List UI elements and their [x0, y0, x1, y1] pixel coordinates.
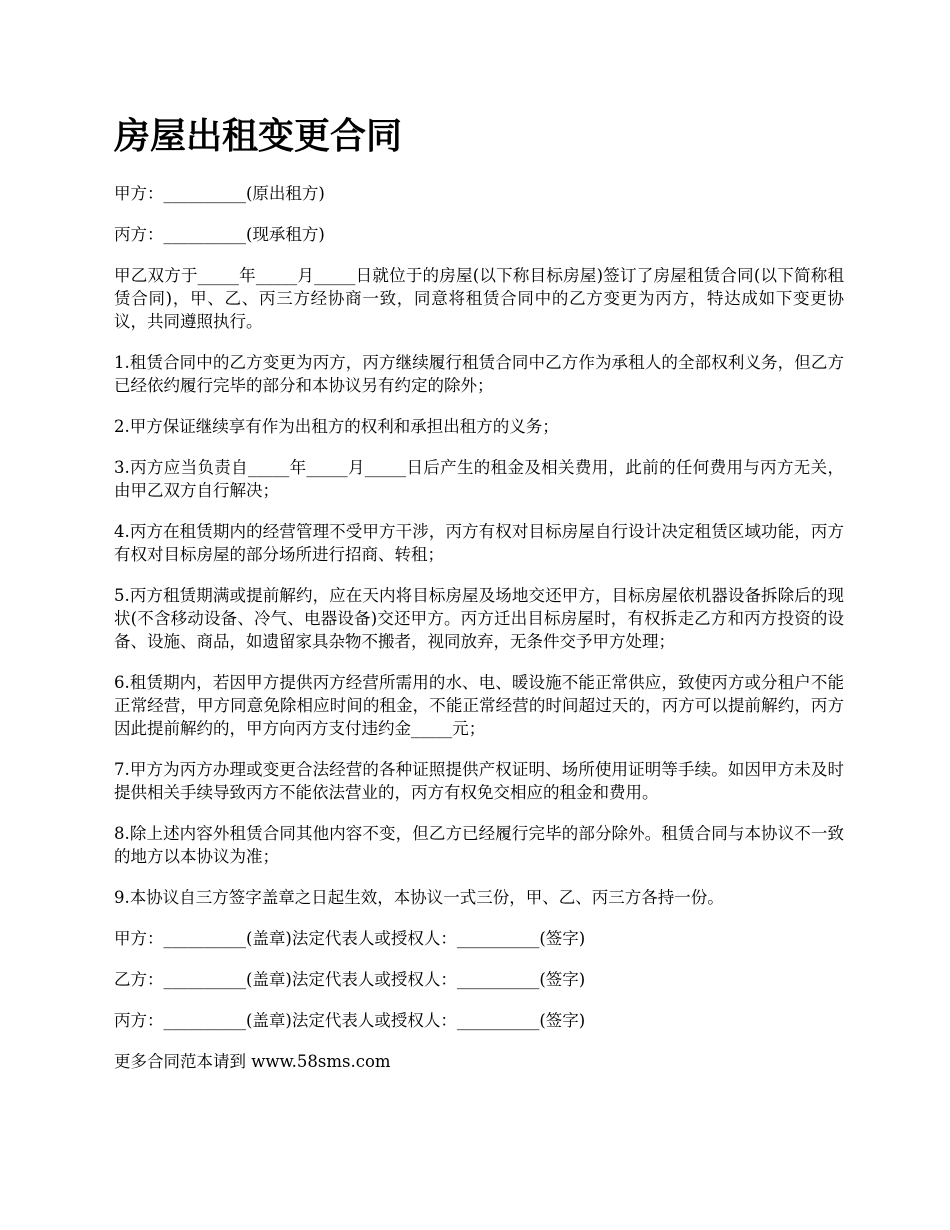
- party-c-line: 丙方：__________(现承租方): [114, 225, 325, 244]
- clause-3: 3.丙方应当负责自_____年_____月_____日后产生的租金及相关费用，此前的任何费用与丙方无关，由甲乙双方自行解决；: [114, 458, 844, 500]
- party-a-line: 甲方：__________(原出租方): [114, 184, 325, 203]
- document-title: 房屋出租变更合同: [114, 115, 403, 157]
- intro-paragraph: 甲乙双方于_____年_____月_____日就位于的房屋(以下称目标房屋)签订了房屋租赁合同(以下简称租赁合同)，甲、乙、丙三方经协商一致，同意将租赁合同中的乙方变更为丙方，特达成如下变更协议，共同遵照执行。: [114, 266, 844, 331]
- signature-line-party-b: 乙方：__________(盖章)法定代表人或授权人：__________(签字): [114, 970, 586, 989]
- document-page: [114, 112, 844, 1073]
- footer-note: 更多合同范本请到 www.58sms.com: [114, 1052, 391, 1071]
- clause-2: 2.甲方保证继续享有作为出租方的权利和承担出租方的义务；: [114, 417, 559, 436]
- signature-line-party-c: 丙方：__________(盖章)法定代表人或授权人：__________(签字): [114, 1011, 586, 1030]
- clause-6: 6.租赁期内，若因甲方提供丙方经营所需用的水、电、暖设施不能正常供应，致使丙方或分租户不能正常经营，甲方同意免除相应时间的租金，不能正常经营的时间超过天的，丙方可以提前解约，丙方因此提前解约的，甲方向丙方支付违约金_____元；: [114, 673, 844, 738]
- clause-7: 7.甲方为丙方办理或变更合法经营的各种证照提供产权证明、场所使用证明等手续。如因甲方未及时提供相关手续导致丙方不能依法营业的，丙方有权免交相应的租金和费用。: [114, 760, 844, 802]
- clause-9: 9.本协议自三方签字盖章之日起生效，本协议一式三份，甲、乙、丙三方各持一份。: [114, 888, 724, 907]
- clause-5: 5.丙方租赁期满或提前解约，应在天内将目标房屋及场地交还甲方，目标房屋依机器设备拆除后的现状(不含移动设备、冷气、电器设备)交还甲方。丙方迁出目标房屋时，有权拆走乙方和丙方投资的设备、设施、商品，如遗留家具杂物不搬者，视同放弃，无条件交予甲方处理；: [114, 586, 844, 651]
- signature-line-party-a: 甲方：__________(盖章)法定代表人或授权人：__________(签字): [114, 929, 586, 948]
- clause-4: 4.丙方在租赁期内的经营管理不受甲方干涉，丙方有权对目标房屋自行设计决定租赁区域功能，丙方有权对目标房屋的部分场所进行招商、转租；: [114, 522, 844, 564]
- clause-1: 1.租赁合同中的乙方变更为丙方，丙方继续履行租赁合同中乙方作为承租人的全部权利义务，但乙方已经依约履行完毕的部分和本协议另有约定的除外；: [114, 353, 844, 395]
- clause-8: 8.除上述内容外租赁合同其他内容不变，但乙方已经履行完毕的部分除外。租赁合同与本协议不一致的地方以本协议为准；: [114, 824, 844, 866]
